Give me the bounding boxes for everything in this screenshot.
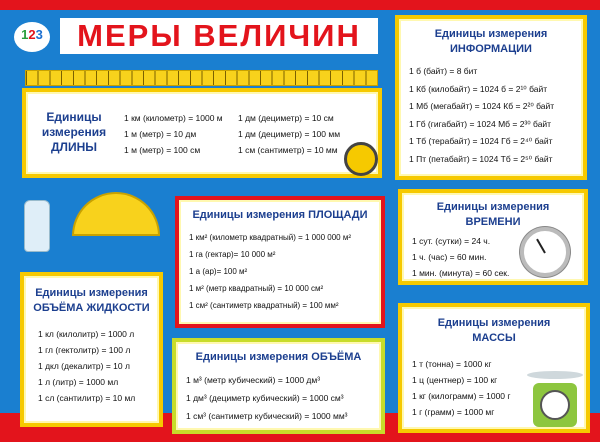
logo: 123 bbox=[14, 22, 50, 52]
row: 1 см³ (сантиметр кубический) = 1000 мм³ bbox=[186, 411, 348, 421]
heading-line: Единицы измерения bbox=[35, 287, 148, 299]
scale-icon bbox=[530, 371, 580, 427]
row: 1 б (байт) = 8 бит bbox=[409, 66, 478, 76]
row: 1 сл (сантилитр) = 10 мл bbox=[38, 393, 136, 403]
volume-heading: Единицы измерения ОБЪЁМА bbox=[195, 351, 362, 363]
area-heading: Единицы измерения ПЛОЩАДИ bbox=[192, 209, 368, 221]
row: 1 дм (дециметр) = 10 см bbox=[238, 113, 334, 123]
row: 1 км (километр) = 1000 м bbox=[124, 113, 223, 123]
liquid-heading bbox=[32, 286, 151, 316]
row: 1 а (ар)= 100 м² bbox=[189, 267, 248, 276]
row: 1 см² (сантиметр квадратный) = 100 мм² bbox=[189, 301, 339, 310]
mass-card bbox=[398, 303, 590, 433]
length-col-1 bbox=[124, 110, 223, 158]
top-band bbox=[0, 0, 600, 10]
row: 1 кл (килолитр) = 1000 л bbox=[38, 329, 135, 339]
liquid-card bbox=[20, 272, 163, 427]
row: 1 ч. (час) = 60 мин. bbox=[412, 252, 487, 262]
heading-line: ДЛИНЫ bbox=[50, 140, 97, 154]
clock-icon bbox=[520, 227, 570, 277]
row: 1 дм (дециметр) = 100 мм bbox=[238, 129, 341, 139]
length-col-2 bbox=[238, 110, 340, 158]
ruler-icon bbox=[25, 70, 378, 86]
row: 1 км² (километр квадратный) = 1 000 000 м² bbox=[189, 233, 351, 242]
row: 1 дкл (декалитр) = 10 л bbox=[38, 361, 130, 371]
tape-measure-icon bbox=[344, 142, 378, 176]
info-card bbox=[395, 15, 587, 180]
time-card bbox=[398, 189, 588, 285]
row: 1 Мб (мегабайт) = 1024 Кб = 2²⁰ байт bbox=[409, 101, 555, 111]
heading-line: Единицы измерения bbox=[436, 201, 550, 213]
info-heading bbox=[409, 27, 573, 57]
row: 1 м (метр) = 10 дм bbox=[124, 129, 197, 139]
row: 1 Пт (петабайт) = 1024 Тб = 2⁵⁰ байт bbox=[409, 153, 553, 164]
row: 1 гл (гектолитр) = 100 л bbox=[38, 345, 131, 355]
area-card bbox=[175, 196, 385, 328]
row: 1 дм³ (дециметр кубический) = 1000 см³ bbox=[186, 393, 344, 403]
heading-line: Единицы измерения bbox=[434, 28, 548, 40]
heading-line: Единицы bbox=[46, 110, 102, 124]
length-heading bbox=[34, 110, 114, 155]
row: 1 Гб (гигабайт) = 1024 Мб = 2³⁰ байт bbox=[409, 118, 552, 129]
row: 1 кг (килограмм) = 1000 г bbox=[412, 391, 511, 401]
mass-heading bbox=[412, 316, 576, 346]
heading-line: Единицы измерения bbox=[437, 317, 551, 329]
row: 1 г (грамм) = 1000 мг bbox=[412, 407, 495, 417]
page-title: МЕРЫ ВЕЛИЧИН bbox=[60, 18, 378, 54]
time-heading bbox=[412, 200, 574, 230]
heading-line: ИНФОРМАЦИИ bbox=[450, 43, 532, 55]
heading-line: измерения bbox=[41, 125, 107, 139]
heading-line: ОБЪЁМА ЖИДКОСТИ bbox=[33, 302, 150, 314]
row: 1 м (метр) = 100 см bbox=[124, 145, 201, 155]
row: 1 мин. (минута) = 60 сек. bbox=[412, 268, 510, 278]
row: 1 т (тонна) = 1000 кг bbox=[412, 359, 492, 369]
row: 1 л (литр) = 1000 мл bbox=[38, 377, 119, 387]
length-card bbox=[22, 88, 382, 178]
row: 1 га (гектар)= 10 000 м² bbox=[189, 250, 276, 259]
protractor-icon bbox=[72, 192, 160, 236]
row: 1 ц (центнер) = 100 кг bbox=[412, 375, 498, 385]
row: 1 м² (метр квадратный) = 10 000 см² bbox=[189, 284, 324, 293]
row: 1 Кб (килобайт) = 1024 б = 2¹⁰ байт bbox=[409, 83, 548, 94]
row: 1 сут. (сутки) = 24 ч. bbox=[412, 236, 491, 246]
heading-line: ВРЕМЕНИ bbox=[465, 216, 521, 228]
row: 1 м³ (метр кубический) = 1000 дм³ bbox=[186, 375, 321, 385]
volume-card bbox=[172, 338, 385, 434]
row: 1 Тб (терабайт) = 1024 Гб = 2⁴⁰ байт bbox=[409, 136, 553, 146]
heading-line: МАССЫ bbox=[472, 332, 516, 344]
bottle-icon bbox=[24, 200, 50, 252]
row: 1 см (сантиметр) = 10 мм bbox=[238, 145, 338, 155]
